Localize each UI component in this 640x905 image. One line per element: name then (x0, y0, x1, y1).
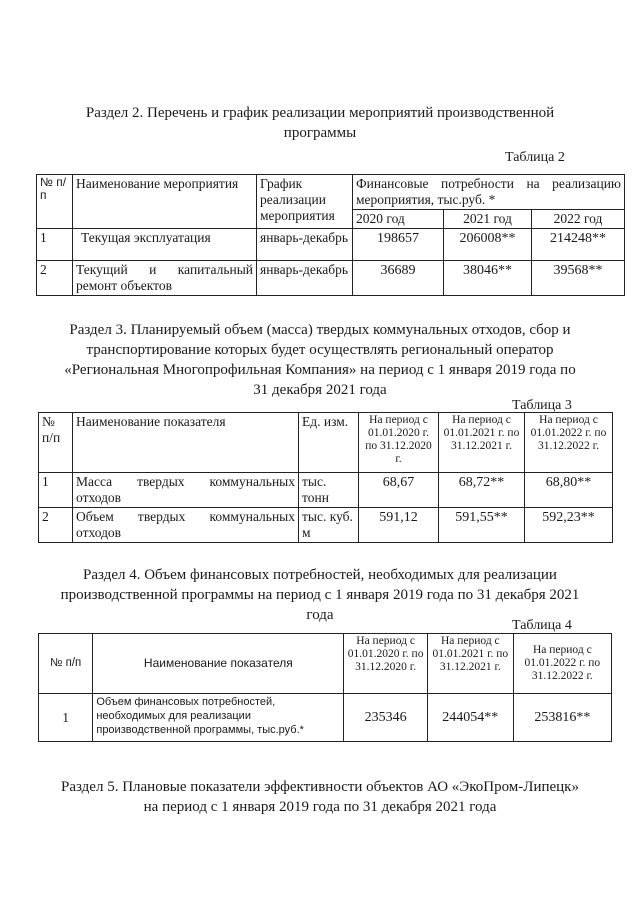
section3-title-line1: Раздел 3. Планируемый объем (масса) твердых коммунальных отходов, сбор и (69, 322, 571, 338)
section3-title-line2: транспортирование которых будет осуществлять региональный оператор (86, 342, 554, 358)
t2-r1-num: 1 (37, 229, 73, 261)
table2-label: Таблица 2 (505, 150, 565, 165)
table3-label: Таблица 3 (512, 398, 572, 413)
t2-r2-2020: 36689 (353, 261, 444, 296)
t3-r1-num: 1 (39, 473, 73, 508)
table4-label: Таблица 4 (512, 618, 572, 633)
t3-r1-unit: тыс. тонн (299, 473, 359, 508)
t2-r1-2021: 206008** (444, 229, 532, 261)
t4-h-2021: На период с 01.01.2021 г. по 31.12.2021 г. (427, 634, 513, 694)
t3-r2-2021: 591,55** (439, 508, 525, 543)
t3-r2-2020: 591,12 (359, 508, 439, 543)
t2-r2-schedule: январь-декабрь (257, 261, 353, 296)
section3-title-line4: 31 декабря 2021 года (253, 382, 387, 398)
section5-title (36, 777, 604, 817)
t3-h-unit: Ед. изм. (299, 413, 359, 473)
t2-h-name: Наименование мероприятия (73, 175, 257, 229)
t2-r1-name: Текущая эксплуатация (73, 229, 257, 261)
t2-r2-2022: 39568** (532, 261, 625, 296)
table3 (38, 412, 613, 543)
t2-h-2020: 2020 год (353, 210, 444, 229)
t3-r2-unit: тыс. куб. м (299, 508, 359, 543)
t4-h-2020: На период с 01.01.2020 г. по 31.12.2020 г. (344, 634, 428, 694)
t3-r2-name: Объем твердых коммунальных отходов (73, 508, 299, 543)
t2-r1-2020: 198657 (353, 229, 444, 261)
t2-h-2022: 2022 год (532, 210, 625, 229)
t3-h-name: Наименование показателя (73, 413, 299, 473)
t2-r2-name: Текущий и капитальный ремонт объектов (73, 261, 257, 296)
t4-h-name: Наименование показателя (93, 634, 344, 694)
table-row (39, 694, 612, 742)
t4-r1-name: Объем финансовых потребностей, необходимых для реализации производственной программы, тыс.руб.* (93, 694, 344, 742)
section4-title-line2: производственной программы на период с 1 января 2019 года по 31 декабря 2021 (60, 587, 580, 603)
table-row (37, 229, 625, 261)
t4-r1-2022: 253816** (513, 694, 611, 742)
t3-r1-2021: 68,72** (439, 473, 525, 508)
section5-title-line1: Раздел 5. Плановые показатели эффективности объектов АО «ЭкоПром-Липецк» (61, 779, 579, 795)
t3-r2-num: 2 (39, 508, 73, 543)
t4-r1-num: 1 (39, 694, 93, 742)
t2-r1-2022: 214248** (532, 229, 625, 261)
t3-r1-name: Масса твердых коммунальных отходов (73, 473, 299, 508)
section4-title-line3: года (306, 607, 334, 623)
t4-h-num: № п/п (39, 634, 93, 694)
section4-title-line1: Раздел 4. Объем финансовых потребностей, необходимых для реализации (83, 567, 557, 583)
section5-title-line2: на период с 1 января 2019 года по 31 декабря 2021 года (143, 799, 497, 815)
t3-h-2020: На период с 01.01.2020 г. по 31.12.2020 г. (359, 413, 439, 473)
section4-title (36, 565, 604, 625)
section2-title (40, 103, 600, 143)
t2-h-num: № п/п (37, 175, 73, 229)
t2-h-finance: Финансовые потребности на реализацию мероприятия, тыс.руб. * (353, 175, 625, 210)
t3-h-num: № п/п (39, 413, 73, 473)
t2-r2-num: 2 (37, 261, 73, 296)
t3-r1-2020: 68,67 (359, 473, 439, 508)
section2-title-line1: Раздел 2. Перечень и график реализации мероприятий производственной (85, 105, 555, 121)
t3-h-2022: На период с 01.01.2022 г. по 31.12.2022 г. (525, 413, 613, 473)
table4 (38, 633, 612, 742)
t3-r2-2022: 592,23** (525, 508, 613, 543)
t4-r1-2020: 235346 (344, 694, 428, 742)
table-row (37, 261, 625, 296)
table-row (39, 508, 613, 543)
t2-r2-2021: 38046** (444, 261, 532, 296)
t2-h-2021: 2021 год (444, 210, 532, 229)
t4-r1-2021: 244054** (427, 694, 513, 742)
section2-title-line2: программы (283, 125, 357, 141)
table2 (36, 174, 625, 296)
t3-h-2021: На период с 01.01.2021 г. по 31.12.2021 г. (439, 413, 525, 473)
t3-r1-2022: 68,80** (525, 473, 613, 508)
t4-h-2022: На период с 01.01.2022 г. по 31.12.2022 г. (513, 634, 611, 694)
section3-title (36, 320, 604, 400)
t2-r1-schedule: январь-декабрь (257, 229, 353, 261)
t2-h-schedule: График реализации мероприятия (257, 175, 353, 229)
table-row (39, 473, 613, 508)
section3-title-line3: «Региональная Многопрофильная Компания» на период с 1 января 2019 года по (64, 362, 576, 378)
